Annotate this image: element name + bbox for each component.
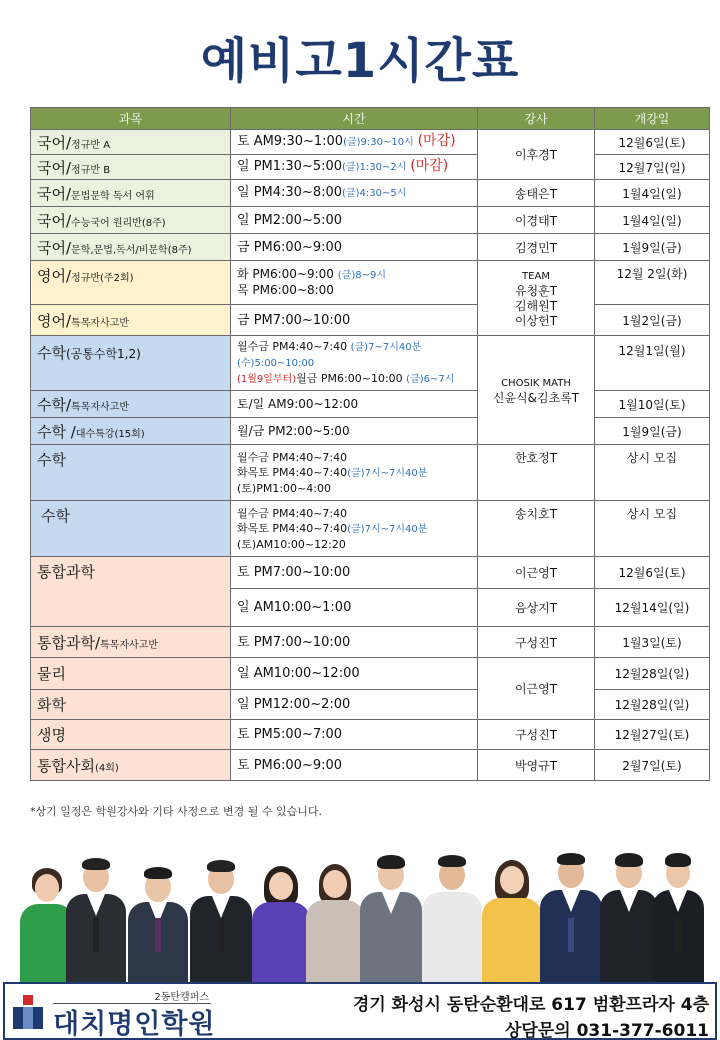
table-row bbox=[31, 155, 710, 180]
date-cell: 1월3일(토) bbox=[595, 627, 710, 658]
table-row bbox=[31, 180, 710, 207]
date-cell: 12월6일(토) bbox=[595, 557, 710, 589]
teacher-photo bbox=[599, 852, 659, 982]
table-row bbox=[31, 130, 710, 155]
time-cell: 금 PM6:00~9:00 bbox=[231, 234, 478, 261]
date-cell: 1월9일(금) bbox=[595, 418, 710, 445]
table-row bbox=[31, 391, 710, 418]
instructor-cell: CHOSIK MATH 신윤식&김초록T bbox=[478, 336, 595, 445]
schedule-change-note: *상기 일정은 학원강사와 기타 사정으로 변경 될 수 있습니다. bbox=[30, 805, 322, 818]
instructor-cell: 이경태T bbox=[478, 207, 595, 234]
table-header bbox=[31, 108, 710, 130]
subject-cell: 물리 bbox=[31, 658, 231, 690]
time-cell: 일 PM1:30~5:00(클)1:30~2시 (마감) bbox=[231, 155, 478, 180]
subject-cell: 수학 bbox=[31, 445, 231, 501]
date-cell: 12월28일(일) bbox=[595, 658, 710, 690]
instructor-cell: 구성진T bbox=[478, 720, 595, 750]
date-cell: 12월 2일(화) bbox=[595, 261, 710, 305]
subject-cell: 국어/정규반 A bbox=[31, 130, 231, 155]
instructor-cell: 송치호T bbox=[478, 501, 595, 557]
instructor-cell: 이근영T bbox=[478, 658, 595, 720]
table-row bbox=[31, 557, 710, 589]
date-cell: 12월1일(월) bbox=[595, 336, 710, 391]
teacher-photo bbox=[481, 858, 543, 982]
time-cell: 일 PM4:30~8:00(클)4:30~5시 bbox=[231, 180, 478, 207]
date-cell: 12월14일(일) bbox=[595, 589, 710, 627]
subject-cell: 영어/정규반(주2회) bbox=[31, 261, 231, 305]
subject-cell: 국어/문학,문법,독서/비문학(8주) bbox=[31, 234, 231, 261]
instructor-cell: 송태은T bbox=[478, 180, 595, 207]
subject-cell: 국어/정규반 B bbox=[31, 155, 231, 180]
time-cell: 금 PM7:00~10:00 bbox=[231, 305, 478, 336]
time-cell: 일 AM10:00~1:00 bbox=[231, 589, 478, 627]
table-row bbox=[31, 690, 710, 720]
subject-cell: 수학(공통수학1,2) bbox=[31, 336, 231, 391]
table-row bbox=[31, 234, 710, 261]
header-time: 시간 bbox=[231, 108, 478, 130]
header-start-date: 개강일 bbox=[595, 108, 710, 130]
table-row bbox=[31, 207, 710, 234]
subject-cell: 수학/특목자사고반 bbox=[31, 391, 231, 418]
time-cell: 토/일 AM9:00~12:00 bbox=[231, 391, 478, 418]
teacher-photo bbox=[305, 862, 365, 982]
teacher-photo bbox=[539, 852, 603, 982]
teacher-photo bbox=[421, 854, 483, 982]
time-cell: 토 PM5:00~7:00 bbox=[231, 720, 478, 750]
time-cell: 월수금 PM4:40~7:40 화목토 PM4:40~7:40(클)7시~7시40분 (토)AM10:00~12:20 bbox=[231, 501, 478, 557]
header-instructor: 강사 bbox=[478, 108, 595, 130]
table-row bbox=[31, 305, 710, 336]
teacher-photo bbox=[251, 864, 311, 982]
date-cell: 상시 모집 bbox=[595, 445, 710, 501]
date-cell: 1월4일(일) bbox=[595, 207, 710, 234]
date-cell: 상시 모집 bbox=[595, 501, 710, 557]
table-row bbox=[31, 336, 710, 391]
date-cell: 12월28일(일) bbox=[595, 690, 710, 720]
table-row bbox=[31, 501, 710, 557]
table-row bbox=[31, 658, 710, 690]
teacher-photo bbox=[189, 858, 253, 982]
instructor-cell: 구성진T bbox=[478, 627, 595, 658]
table-row bbox=[31, 750, 710, 781]
table-row bbox=[31, 418, 710, 445]
subject-cell: 통합과학/특목자사고반 bbox=[31, 627, 231, 658]
time-cell: 월수금 PM4:40~7:40 화목토 PM4:40~7:40(클)7시~7시40분 (토)PM1:00~4:00 bbox=[231, 445, 478, 501]
table-row bbox=[31, 261, 710, 305]
time-cell: 토 PM7:00~10:00 bbox=[231, 557, 478, 589]
date-cell: 1월10일(토) bbox=[595, 391, 710, 418]
subject-cell: 수학 bbox=[31, 501, 231, 557]
subject-cell: 통합과학 bbox=[31, 557, 231, 627]
teacher-photo bbox=[651, 852, 705, 982]
subject-cell: 국어/문법문학 독서 어휘 bbox=[31, 180, 231, 207]
subject-cell: 생명 bbox=[31, 720, 231, 750]
table-row bbox=[31, 445, 710, 501]
timetable bbox=[30, 107, 710, 781]
instructor-cell: 음상지T bbox=[478, 589, 595, 627]
subject-cell: 통합사회(4회) bbox=[31, 750, 231, 781]
date-cell: 2월7일(토) bbox=[595, 750, 710, 781]
date-cell: 12월7일(일) bbox=[595, 155, 710, 180]
date-cell: 1월9일(금) bbox=[595, 234, 710, 261]
time-cell: 일 PM12:00~2:00 bbox=[231, 690, 478, 720]
table-row bbox=[31, 720, 710, 750]
instructor-cell: 이후경T bbox=[478, 130, 595, 180]
time-cell: 토 PM7:00~10:00 bbox=[231, 627, 478, 658]
subject-cell: 영어/특목자사고반 bbox=[31, 305, 231, 336]
time-cell: 토 AM9:30~1:00(클)9:30~10시 (마감) bbox=[231, 130, 478, 155]
teacher-photo bbox=[65, 856, 127, 982]
teacher-group-photo bbox=[15, 842, 705, 982]
time-cell: 토 PM6:00~9:00 bbox=[231, 750, 478, 781]
date-cell: 12월27일(토) bbox=[595, 720, 710, 750]
instructor-cell: 이근영T bbox=[478, 557, 595, 589]
academy-logo-icon bbox=[13, 995, 43, 1029]
time-cell: 일 AM10:00~12:00 bbox=[231, 658, 478, 690]
instructor-cell: 박영규T bbox=[478, 750, 595, 781]
teacher-photo bbox=[359, 854, 423, 982]
time-cell: 화 PM6:00~9:00 (클)8~9시 목 PM6:00~8:00 bbox=[231, 261, 478, 305]
address: 경기 화성시 동탄순환대로 617 범환프라자 4층 bbox=[352, 995, 709, 1015]
instructor-cell: TEAM 유청훈T 김해원T 이상헌T bbox=[478, 261, 595, 336]
instructor-cell: 한호정T bbox=[478, 445, 595, 501]
subject-cell: 화학 bbox=[31, 690, 231, 720]
time-cell: 일 PM2:00~5:00 bbox=[231, 207, 478, 234]
date-cell: 1월2일(금) bbox=[595, 305, 710, 336]
subject-cell: 국어/수능국어 원리반(8주) bbox=[31, 207, 231, 234]
footer-banner bbox=[3, 982, 717, 1040]
phone-number[interactable]: 상담문의 031-377-6011 bbox=[504, 1021, 709, 1040]
date-cell: 12월6일(토) bbox=[595, 130, 710, 155]
campus-name: 2동탄캠퍼스 bbox=[53, 988, 211, 1004]
time-cell: 월/금 PM2:00~5:00 bbox=[231, 418, 478, 445]
subject-cell: 수학 /대수특강(15회) bbox=[31, 418, 231, 445]
academy-name: 대치명인학원 bbox=[53, 1009, 216, 1040]
time-cell: 월수금 PM4:40~7:40 (클)7~7시40분 (수)5:00~10:00 (1월9일부터)월금 PM6:00~10:00 (클)6~7시 bbox=[231, 336, 478, 391]
header-subject: 과목 bbox=[31, 108, 231, 130]
page-title: 예비고1시간표 bbox=[200, 33, 520, 89]
instructor-cell: 김경민T bbox=[478, 234, 595, 261]
teacher-photo bbox=[127, 864, 189, 982]
table-row bbox=[31, 627, 710, 658]
date-cell: 1월4일(일) bbox=[595, 180, 710, 207]
